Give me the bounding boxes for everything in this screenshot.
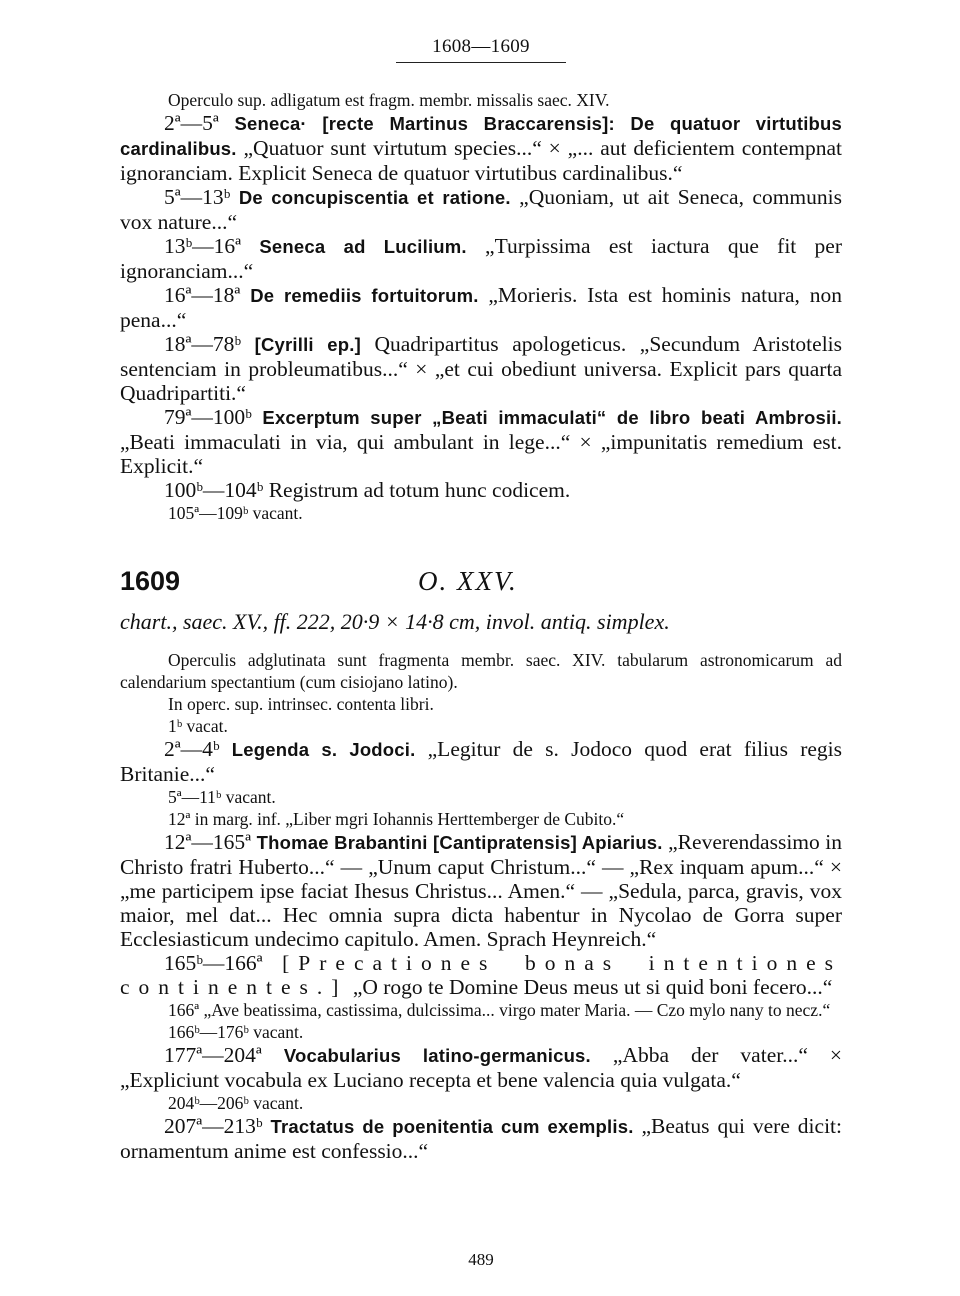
item-text: „Turpissima est iactura que fit per ignoranciam...“ [120,234,843,283]
folio: 165ᵇ—166ª [164,951,263,975]
item-title: Vocabularius latino-germanicus. [283,1045,591,1066]
item-title: Excerptum super „Beati immaculati“ de libro beati Ambrosii. [262,407,842,428]
item-thomae [120,830,842,951]
item-title: Seneca· [recte Martinus Braccarensis]: De quatuor virtutibus cardinalibus. [120,113,842,159]
item-text: „Quoniam, ut ait Seneca, communis vox nature...“ [120,185,842,234]
folio: 13ᵇ—16ª [164,234,242,258]
item-title: Tractatus de poenitentia cum exemplis. [270,1116,634,1137]
item-text: „Quatuor sunt virtutum species...“ × „... aut deficientem contempnat ignoranciam. Explicit Seneca de quatuor virtutibus cardinalibus.“ [120,136,843,185]
folio: 79ª—100ᵇ [164,405,252,429]
item-title: Legenda s. Jodoci. [231,739,416,760]
vacant-5: 5ª—11ᵇ vacant. [168,787,276,807]
item-text: Registrum ad totum hunc codicem. [268,478,571,502]
item-text: „Morieris. Ista est hominis natura, non pena...“ [120,283,843,332]
entry-note-1: Operculis adglutinata sunt fragmenta membr. saec. XIV. tabularum astronomicarum ad calendarium spectantium (cum cisiojano latino). [120,650,842,692]
vacat-1: 1ᵇ vacat. [168,716,228,736]
catalog-page [120,30,842,1280]
item-title: De concupiscentia et ratione. [238,187,511,208]
folio: 207ª—213ᵇ [164,1114,263,1138]
entry-number: 1609 [120,566,181,596]
prev-item-2 [120,185,842,234]
entry-note-2: In operc. sup. intrinsec. contenta libri. [168,694,434,714]
item-precationes [120,951,842,999]
folio: 12ª—165ª [164,830,252,854]
folio: 2ª—5ª [164,111,219,135]
prev-item-3 [120,234,842,283]
prev-note: Operculo sup. adligatum est fragm. membr. missalis saec. XIV. [168,90,610,110]
item-text: „Abba der vater...“ × „Expliciunt vocabula ex Luciano recepta et bene valencia quia vulgata.“ [120,1043,842,1092]
vacant-166: 166ᵇ—176ᵇ vacant. [168,1022,304,1042]
prev-vacant: 105ª—109ᵇ vacant. [168,503,303,523]
marginal-note: 12ª in marg. inf. „Liber mgri Iohannis Herttemberger de Cubito.“ [168,809,625,829]
vacant-204: 204ᵇ—206ᵇ vacant. [168,1093,304,1113]
item-ave: 166ª „Ave beatissima, castissima, dulcissima... virgo mater Maria. — Czo mylo nany to necz.“ [168,1000,831,1020]
prev-item-6 [120,405,842,478]
prev-item-1 [120,111,842,185]
entry-heading [120,566,842,597]
folio: 5ª—13ᵇ [164,185,231,209]
item-title: Seneca ad Lucilium. [259,236,467,257]
folio: 100ᵇ—104ᵇ [164,478,264,502]
folio: 2ª—4ᵇ [164,737,220,761]
item-tractatus [120,1114,842,1163]
item-title: De remediis fortuitorum. [250,285,479,306]
item-vocabularius [120,1043,842,1092]
folio: 177ª—204ª [164,1043,262,1067]
item-text: „Reverendassimo in Christo fratri Huberto...“ — „Unum caput Christum...“ — „Rex inquam apum...“ × „me participem ipse faciat Ihesus Christus... Amen.“ — „Sedula, parca, gravis, vox maior, mel dat... Hec omnia supra dicta habentur in Nycolao de Gorra super Ecclesiasticum undecimo capitulo. Amen. Sprach Heynreich.“ [120,830,843,951]
item-text: Quadripartitus apologeticus. „Secundum Aristotelis sentenciam in probleumatibus...“ × „et cui obediunt universa. Explicit pars quarta Quadripartiti.“ [120,332,843,405]
entry-description: chart., saec. XV., ff. 222, 20·9 × 14·8 cm, invol. antiq. simplex. [120,609,670,634]
page-number: 489 [468,1250,494,1269]
folio: 18ª—78ᵇ [164,332,242,356]
entry-signature: O. XXV. [418,566,518,596]
prev-item-7 [120,478,842,502]
item-title: [Precationes bonas intentiones continentes.] [120,951,842,999]
item-text: „Legitur de s. Jodoco quod erat filius regis Britanie...“ [120,737,843,786]
item-text: „Beati immaculati in via, qui ambulant in lege...“ × „impunitatis remedium est. Explicit.“ [120,430,842,478]
prev-item-5 [120,332,842,405]
running-title: 1608—1609 [432,36,530,57]
item-text: „O rogo te Domine Deus meus ut si quid boni fecero...“ [352,975,833,999]
item-title: Thomae Brabantini [Cantipratensis] Apiarius. [256,832,663,853]
item-title: [Cyrilli ep.] [254,334,361,355]
item-jodoci [120,737,842,786]
item-text: „Beatus qui vere dicit: ornamentum anime est confessio...“ [120,1114,842,1163]
folio: 16ª—18ª [164,283,241,307]
prev-item-4 [120,283,842,332]
